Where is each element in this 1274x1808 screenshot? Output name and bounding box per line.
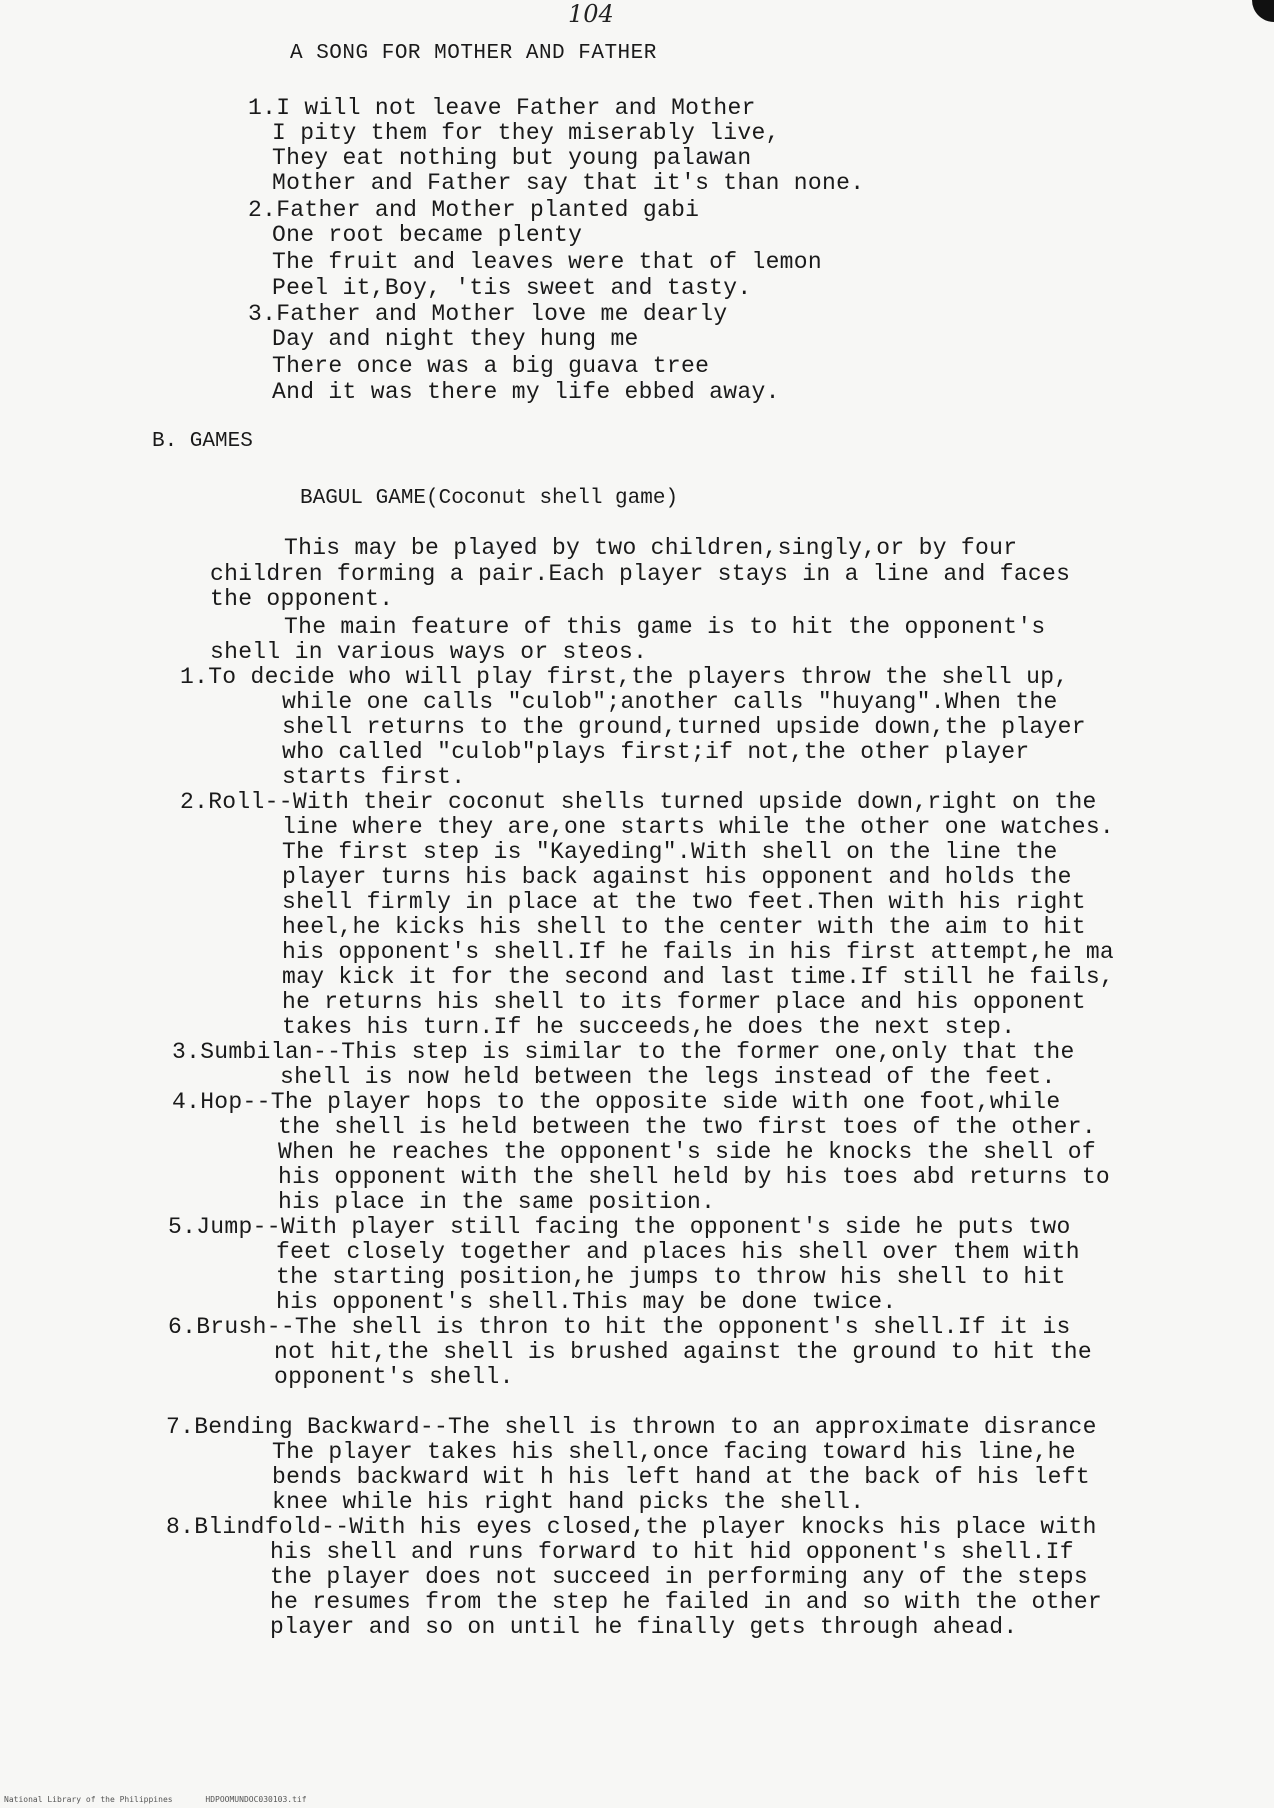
- game-line: The player takes his shell,once facing toward his line,he: [272, 1439, 1076, 1465]
- game-line: line where they are,one starts while the other one watches.: [282, 814, 1115, 840]
- game-line: 4.Hop--The player hops to the opposite side with one foot,while: [172, 1089, 1061, 1115]
- game-line: shell returns to the ground,turned upside down,the player: [282, 714, 1086, 740]
- game-line: The first step is "Kayeding".With shell on the line the: [282, 839, 1058, 865]
- song-line: And it was there my life ebbed away.: [272, 379, 780, 405]
- section-label: B. GAMES: [152, 430, 253, 453]
- footer-library: National Library of the Philippines: [4, 1795, 173, 1804]
- song-line: There once was a big guava tree: [272, 353, 710, 379]
- song-line: Peel it,Boy, 'tis sweet and tasty.: [272, 275, 752, 301]
- game-line: When he reaches the opponent's side he knocks the shell of: [278, 1139, 1096, 1165]
- page-number: 104: [568, 0, 614, 28]
- game-line: children forming a pair.Each player stays in a line and faces: [210, 561, 1071, 587]
- game-line: This may be played by two children,singly,or by four: [284, 535, 1018, 561]
- game-line: his opponent's shell.This may be done twice.: [276, 1289, 897, 1315]
- game-title: BAGUL GAME(Coconut shell game): [300, 487, 679, 510]
- game-line: 7.Bending Backward--The shell is thrown to an approximate disrance: [166, 1414, 1097, 1440]
- game-line: 1.To decide who will play first,the players throw the shell up,: [180, 664, 1069, 690]
- game-line: shell is now held between the legs instead of the feet.: [280, 1064, 1056, 1090]
- game-line: 2.Roll--With their coconut shells turned upside down,right on the: [180, 789, 1097, 815]
- game-line: who called "culob"plays first;if not,the other player: [282, 739, 1030, 765]
- game-line: the player does not succeed in performing any of the steps: [270, 1564, 1088, 1590]
- game-line: player and so on until he finally gets through ahead.: [270, 1614, 1018, 1640]
- game-line: he resumes from the step he failed in and so with the other: [270, 1589, 1103, 1615]
- game-line: heel,he kicks his shell to the center with the aim to hit: [282, 914, 1086, 940]
- game-line: he returns his shell to its former place and his opponent: [282, 989, 1086, 1015]
- game-line: while one calls "culob";another calls "huyang".When the: [282, 689, 1058, 715]
- song-title: A SONG FOR MOTHER AND FATHER: [290, 42, 657, 65]
- game-line: 8.Blindfold--With his eyes closed,the player knocks his place with: [166, 1514, 1097, 1540]
- song-line: They eat nothing but young palawan: [272, 145, 752, 171]
- song-line: One root became plenty: [272, 222, 583, 248]
- game-line: his shell and runs forward to hit hid opponent's shell.If: [270, 1539, 1074, 1565]
- game-line: not hit,the shell is brushed against the ground to hit the: [274, 1339, 1092, 1365]
- song-line: I pity them for they miserably live,: [272, 120, 780, 146]
- game-line: shell in various ways or steos.: [210, 639, 648, 665]
- song-line: 2.Father and Mother planted gabi: [248, 197, 700, 223]
- game-line: his place in the same position.: [278, 1189, 716, 1215]
- game-line: player turns his back against his opponent and holds the: [282, 864, 1072, 890]
- game-line: his opponent with the shell held by his toes abd returns to: [278, 1164, 1111, 1190]
- game-line: opponent's shell.: [274, 1364, 514, 1390]
- page-corner-mark: [1252, 0, 1274, 22]
- song-line: 1.I will not leave Father and Mother: [248, 95, 756, 121]
- game-line: starts first.: [282, 764, 466, 790]
- game-line: shell firmly in place at the two feet.Then with his right: [282, 889, 1086, 915]
- game-line: 3.Sumbilan--This step is similar to the former one,only that the: [172, 1039, 1075, 1065]
- footer-file: HDPOOMUNDOC030103.tif: [205, 1795, 307, 1804]
- game-line: may kick it for the second and last time.If still he fails,: [282, 964, 1115, 990]
- song-line: Mother and Father say that it's than none.: [272, 170, 865, 196]
- game-line: takes his turn.If he succeeds,he does the next step.: [282, 1014, 1016, 1040]
- game-line: knee while his right hand picks the shell.: [272, 1489, 865, 1515]
- game-line: bends backward wit h his left hand at the back of his left: [272, 1464, 1090, 1490]
- game-line: The main feature of this game is to hit the opponent's: [284, 614, 1046, 640]
- game-line: the opponent.: [210, 586, 394, 612]
- game-line: his opponent's shell.If he fails in his first attempt,he ma: [282, 939, 1115, 965]
- song-line: The fruit and leaves were that of lemon: [272, 249, 822, 275]
- song-line: 3.Father and Mother love me dearly: [248, 301, 728, 327]
- game-line: the starting position,he jumps to throw his shell to hit: [276, 1264, 1066, 1290]
- game-line: 5.Jump--With player still facing the opponent's side he puts two: [168, 1214, 1071, 1240]
- scan-footer: [4, 1795, 335, 1804]
- song-line: Day and night they hung me: [272, 326, 639, 352]
- game-line: feet closely together and places his shell over them with: [276, 1239, 1080, 1265]
- game-line: 6.Brush--The shell is thron to hit the opponent's shell.If it is: [168, 1314, 1071, 1340]
- game-line: the shell is held between the two first toes of the other.: [278, 1114, 1096, 1140]
